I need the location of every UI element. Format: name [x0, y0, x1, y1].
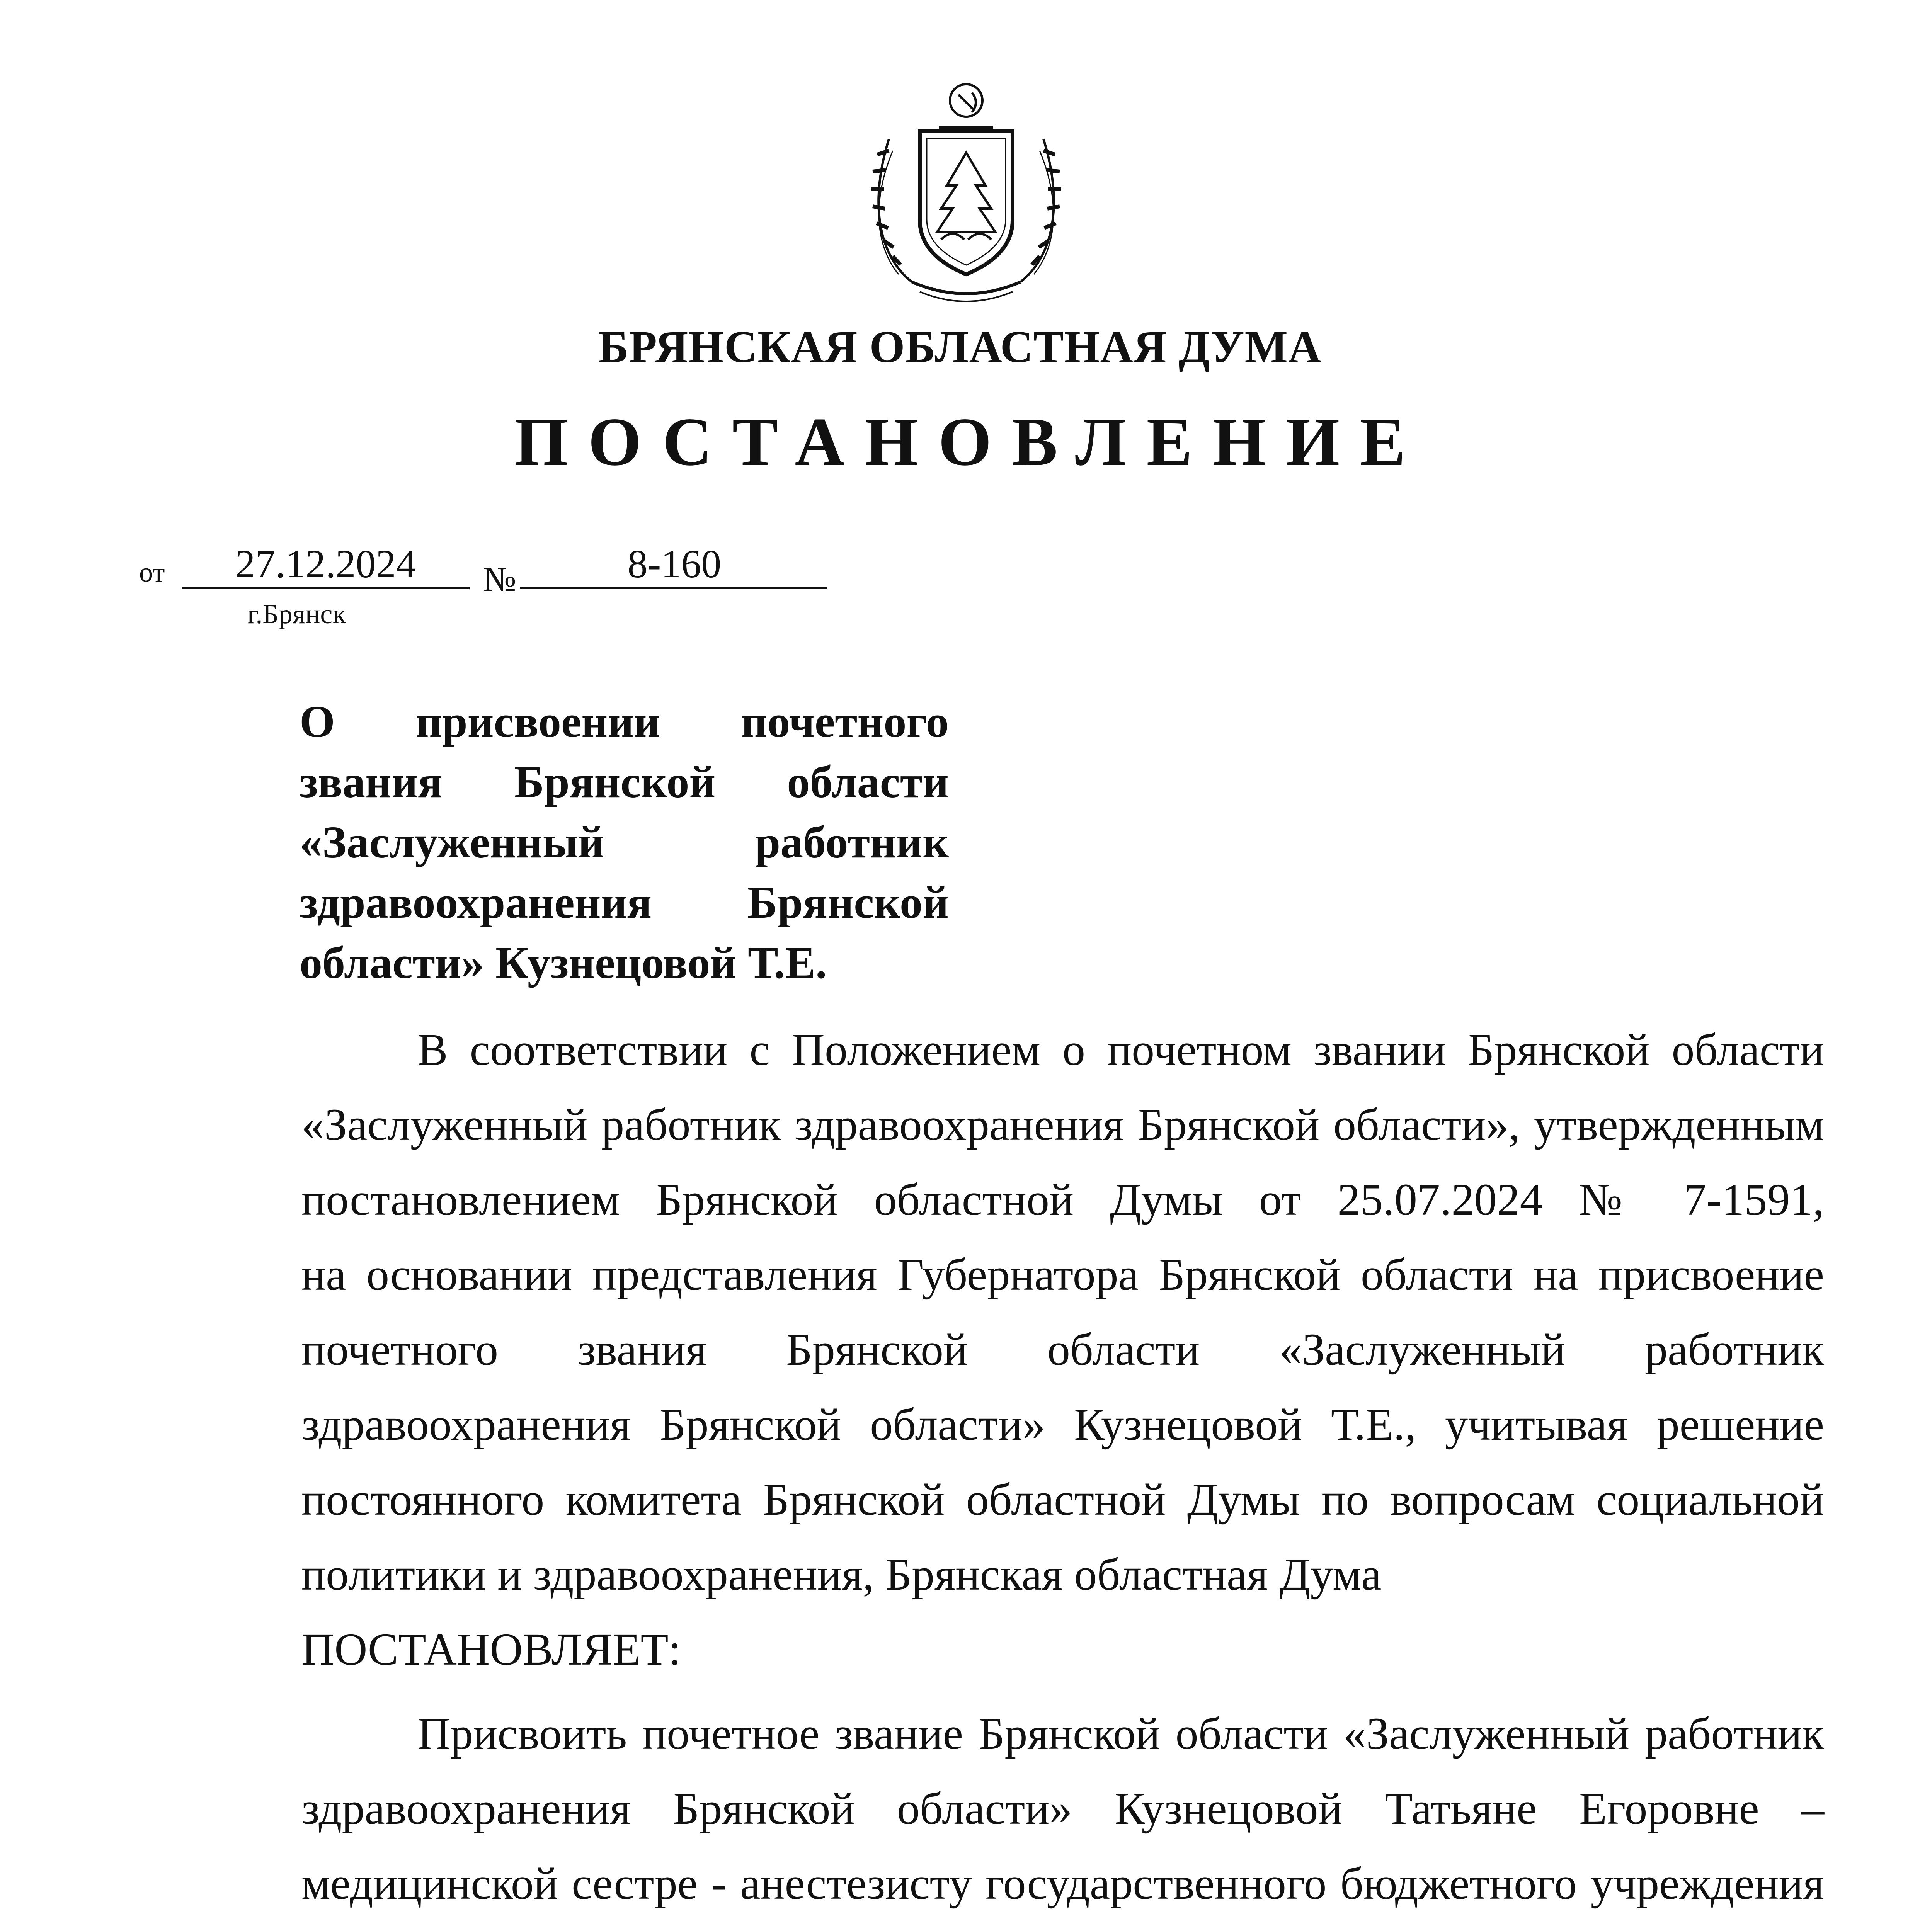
- subject-line: здравоохранения Брянской: [300, 877, 949, 928]
- subject-line: «Заслуженный работник: [300, 817, 949, 867]
- date-label: от: [139, 557, 165, 588]
- text-line: здравоохранения Брянской области» Кузнецовой Т.Е., учитывая решение: [301, 1399, 1824, 1450]
- document-date: 27.12.2024: [235, 542, 416, 586]
- text-line: В соответствии с Положением о почетном звании Брянской области: [417, 1024, 1824, 1075]
- text-line: Присвоить почетное звание Брянской области «Заслуженный работник: [417, 1708, 1824, 1759]
- organization-name: БРЯНСКАЯ ОБЛАСТНАЯ ДУМА: [598, 321, 1322, 372]
- document-number: 8-160: [627, 542, 722, 586]
- coat-of-arms-icon: [862, 73, 1071, 313]
- text-line: «Заслуженный работник здравоохранения Брянской области», утвержденным: [301, 1099, 1824, 1150]
- date-underline: [182, 587, 470, 589]
- text-line: [301, 1921, 1824, 1932]
- text-line: здравоохранения Брянской области» Кузнецовой Татьяне Егоровне –: [301, 1783, 1824, 1834]
- document-subject: [300, 692, 949, 993]
- decision-keyword: ПОСТАНОВЛЯЕТ:: [301, 1624, 681, 1675]
- document-place: г.Брянск: [247, 599, 346, 629]
- decision-paragraph: [301, 1696, 1824, 1932]
- text-line: постоянного комитета Брянской областной Думы по вопросам социальной: [301, 1474, 1824, 1525]
- document-type: ПОСТАНОВЛЕНИЕ: [514, 403, 1426, 480]
- text-line: постановлением Брянской областной Думы от 25.07.2024 № 7-1591,: [301, 1174, 1824, 1225]
- subject-line: О присвоении почетного: [300, 696, 949, 747]
- text-line: на основании представления Губернатора Брянской области на присвоение: [301, 1249, 1824, 1300]
- preamble-paragraph: [301, 1012, 1824, 1687]
- text-line: медицинской сестре - анестезисту государственного бюджетного учреждения: [301, 1858, 1824, 1909]
- subject-line: звания Брянской области: [300, 757, 949, 807]
- subject-line: области» Кузнецовой Т.Е.: [300, 937, 827, 988]
- number-underline: [520, 587, 827, 589]
- text-line: политики и здравоохранения, Брянская областная Дума: [301, 1549, 1382, 1600]
- number-label: №: [483, 560, 516, 599]
- text-line: почетного звания Брянской области «Заслуженный работник: [301, 1324, 1824, 1375]
